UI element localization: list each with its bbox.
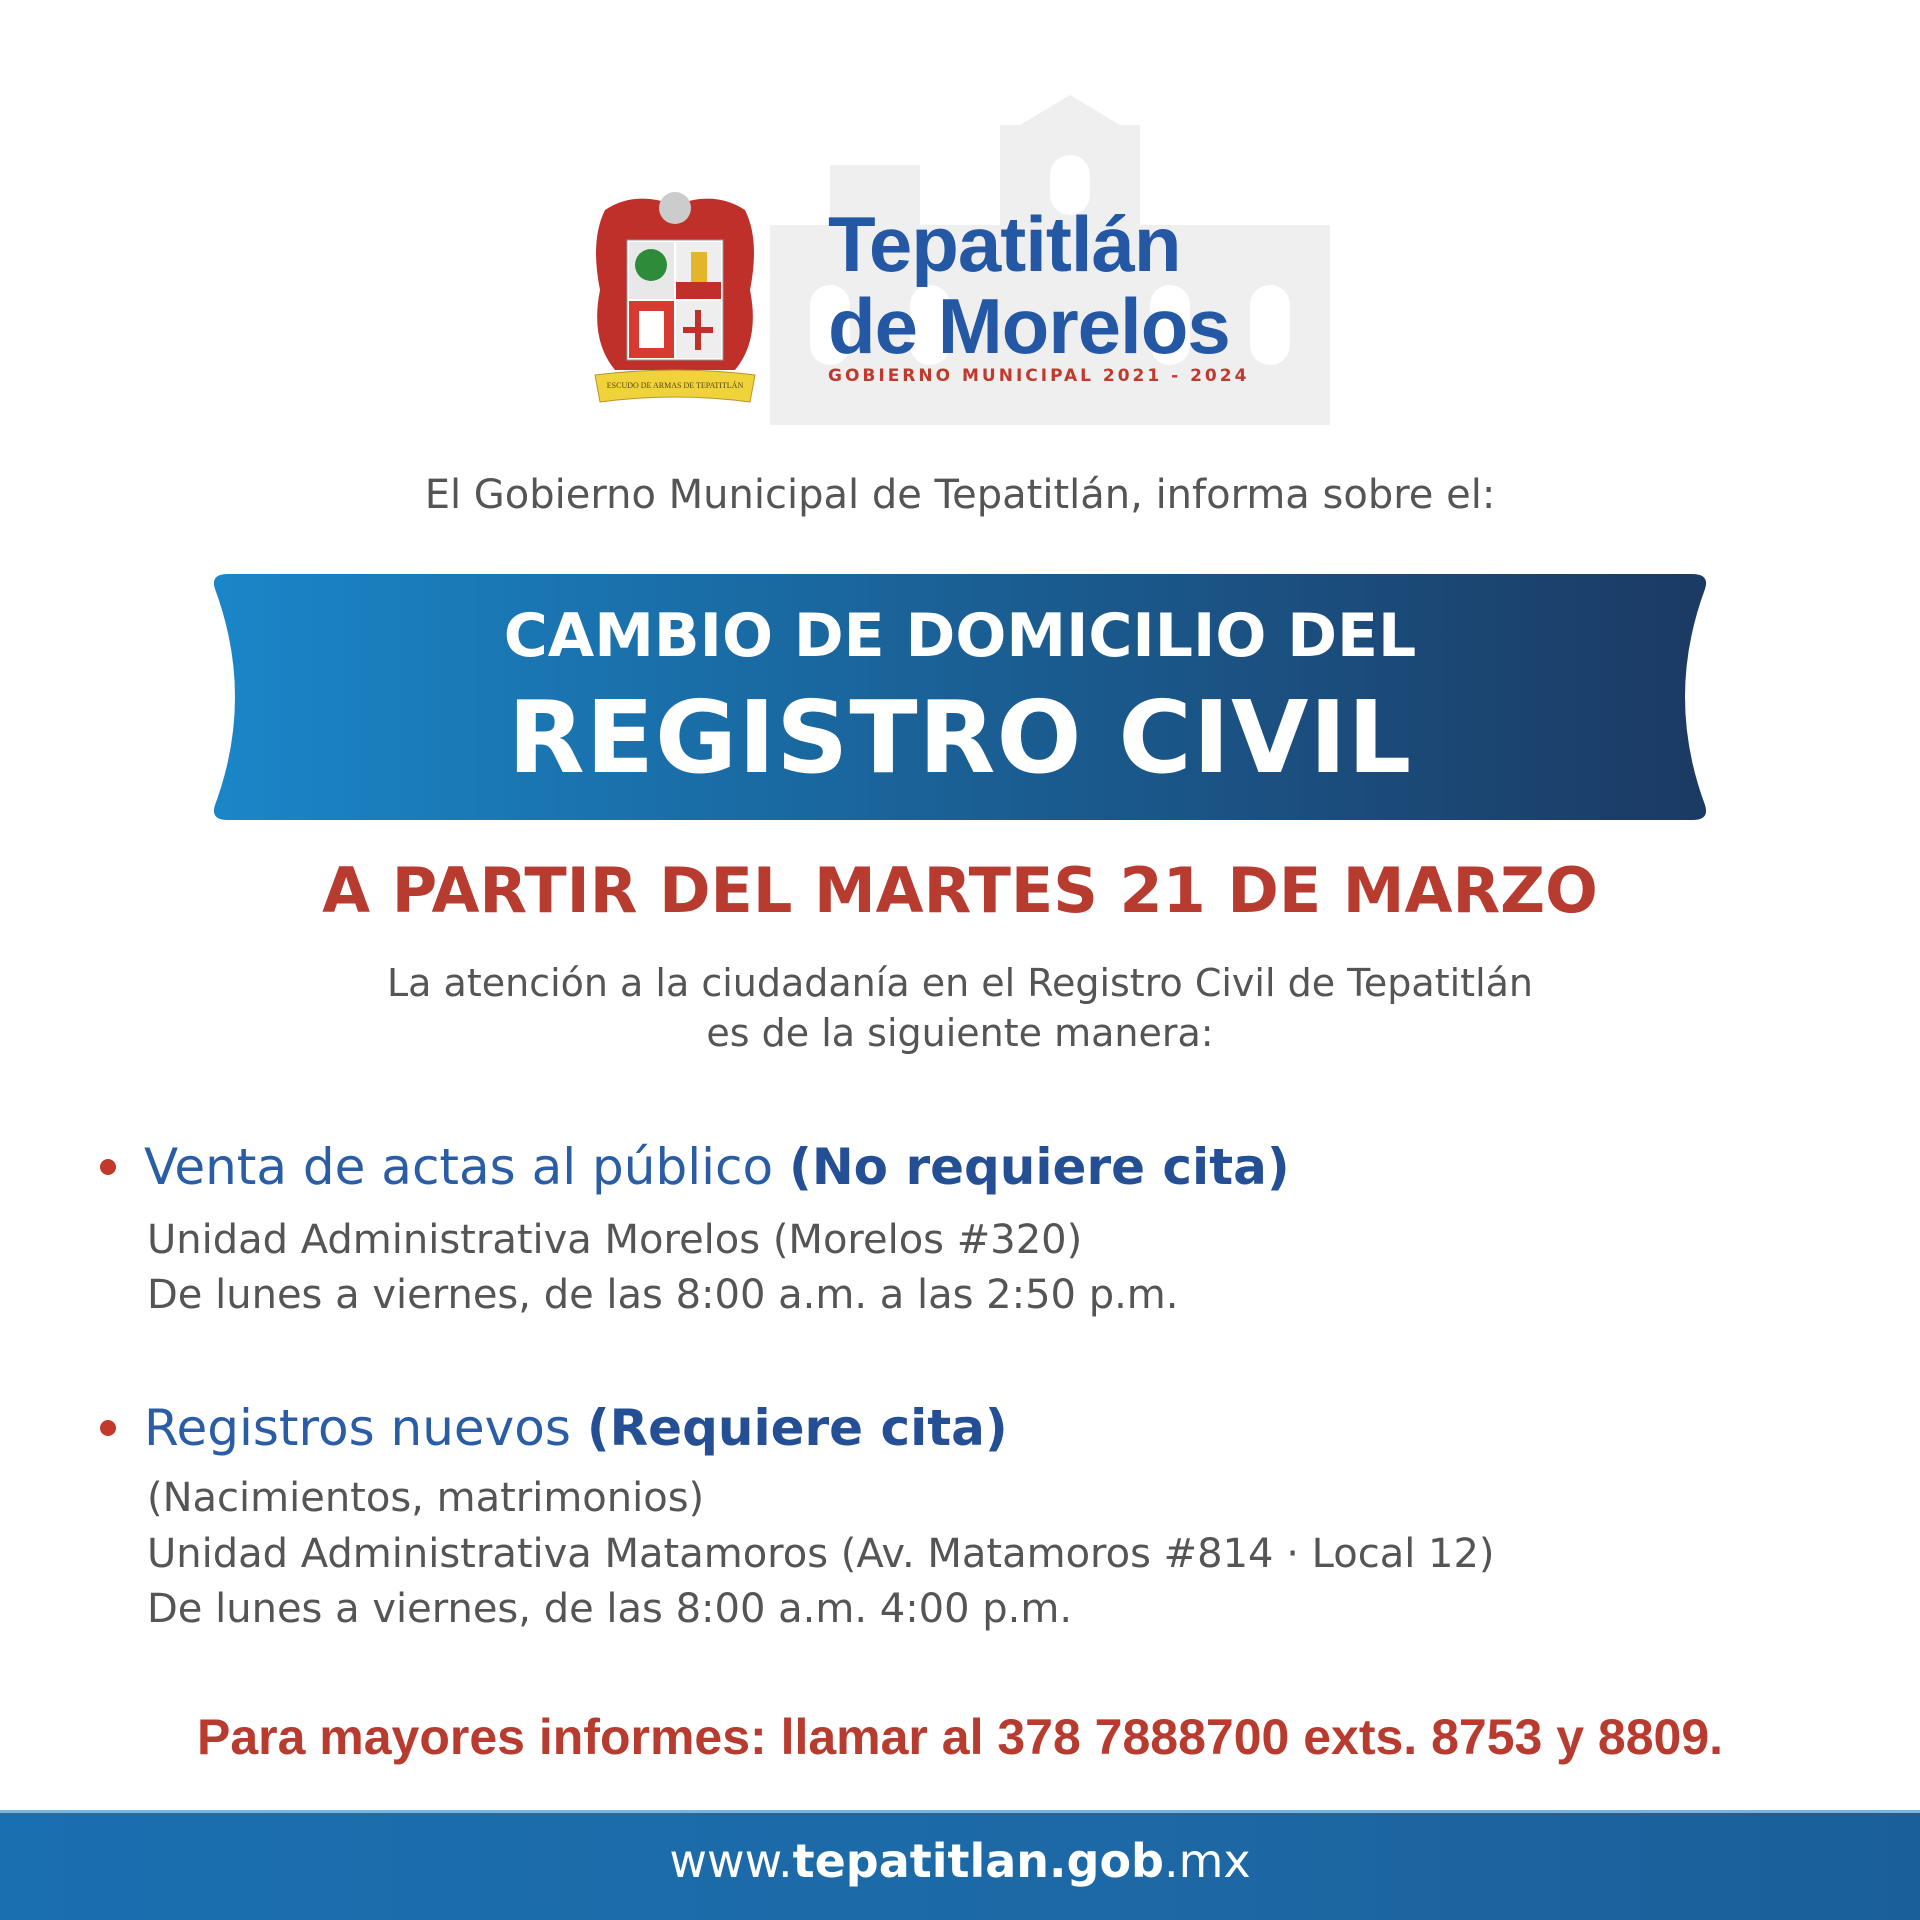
url-suffix: .mx xyxy=(1164,1834,1251,1888)
start-date: A PARTIR DEL MARTES 21 DE MARZO xyxy=(322,854,1598,927)
intro-text: El Gobierno Municipal de Tepatitlán, informa sobre el: xyxy=(424,472,1496,518)
description-line2: es de la siguiente manera: xyxy=(706,1011,1214,1055)
service-detail: Unidad Administrativa Morelos (Morelos #320) xyxy=(147,1217,1083,1263)
description-line1: La atención a la ciudadanía en el Registro Civil de Tepatitlán xyxy=(387,961,1533,1005)
service-item-registros xyxy=(100,1401,1008,1456)
service-detail: (Nacimientos, matrimonios) xyxy=(147,1475,705,1521)
service-note: (No requiere cita) xyxy=(788,1138,1290,1196)
url-prefix: www. xyxy=(669,1834,793,1888)
service-detail: Unidad Administrativa Matamoros (Av. Matamoros #814 · Local 12) xyxy=(147,1531,1495,1577)
bullet-icon xyxy=(100,1159,116,1175)
service-title: Registros nuevos xyxy=(144,1399,571,1457)
brand-title-line2: de Morelos xyxy=(828,282,1230,370)
municipal-crest-logo xyxy=(585,180,765,405)
banner-title-line2: REGISTRO CIVIL xyxy=(507,679,1413,796)
bullet-icon xyxy=(100,1420,116,1436)
service-note: (Requiere cita) xyxy=(586,1399,1008,1457)
url-domain: tepatitlan.gob xyxy=(792,1834,1164,1888)
service-detail: De lunes a viernes, de las 8:00 a.m. 4:00 p.m. xyxy=(147,1586,1073,1632)
brand-subtitle: GOBIERNO MUNICIPAL 2021 - 2024 xyxy=(828,366,1250,386)
service-detail: De lunes a viernes, de las 8:00 a.m. a las 2:50 p.m. xyxy=(147,1272,1179,1318)
service-item-actas xyxy=(100,1140,1290,1195)
banner-title-line1: CAMBIO DE DOMICILIO DEL xyxy=(503,601,1417,671)
website-link[interactable] xyxy=(0,1834,1920,1888)
crest-ribbon-text: ESCUDO DE ARMAS DE TEPATITLÁN xyxy=(606,381,744,390)
contact-info: Para mayores informes: llamar al 378 7888700 exts. 8753 y 8809. xyxy=(196,1709,1724,1765)
brand-title-line1: Tepatitlán xyxy=(828,200,1181,288)
service-title: Venta de actas al público xyxy=(144,1138,774,1196)
